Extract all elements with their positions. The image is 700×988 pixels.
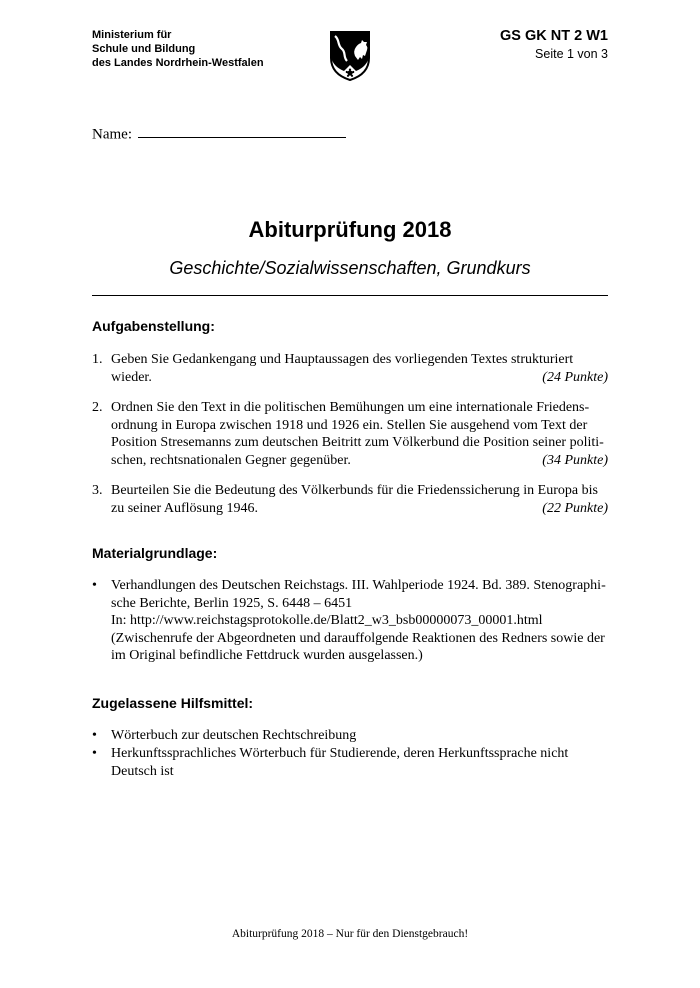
- name-label: Name:: [92, 126, 132, 143]
- material-item: [92, 577, 608, 665]
- bullet-icon: •: [92, 578, 97, 594]
- task-text: [111, 351, 608, 386]
- nrw-coat-of-arms-icon: [329, 30, 371, 82]
- name-blank-line: [138, 124, 346, 138]
- task-text-content: Geben Sie Gedankengang und Hauptaussagen des vorliegenden Textes strukturiert wieder.: [111, 352, 574, 385]
- bullet-icon: •: [92, 727, 97, 743]
- document-code: GS GK NT 2 W1: [500, 28, 608, 44]
- ministry-line-1: Ministerium für: [92, 29, 172, 41]
- task-points: (22 Punkte): [542, 500, 608, 516]
- material-item-text: [111, 577, 608, 665]
- name-row: [92, 124, 608, 143]
- task-text: [111, 482, 608, 517]
- material-source-line: Verhandlungen des Deutschen Reichstags. III. Wahlperiode 1924. Bd. 389. Stenographische Berichte, Berlin 1925, S. 6448 – 6451: [111, 578, 606, 611]
- heading-hilfsmittel: Zugelassene Hilfsmittel:: [92, 694, 254, 711]
- ministry-line-3: des Landes Nordrhein-Westfalen: [92, 57, 264, 69]
- exam-title: Abiturprüfung 2018: [248, 217, 452, 243]
- task-item-1: [92, 351, 608, 386]
- task-points: (34 Punkte): [542, 452, 608, 468]
- page-header: [92, 28, 608, 82]
- header-codes: [436, 28, 608, 61]
- material-note-line: (Zwischenrufe der Abgeordneten und darauffolgende Reaktionen des Redners sowie der im Original befindliche Fettdruck wurden ausgelassen.): [111, 630, 605, 664]
- hilfsmittel-item-1: [92, 727, 608, 745]
- coat-of-arms-container: [264, 30, 436, 82]
- task-points: (24 Punkte): [542, 369, 608, 385]
- task-item-2: [92, 399, 608, 469]
- task-text-content: Ordnen Sie den Text in die politischen Bemühungen um eine internationale Friedensordnung in Europa zwischen 1918 und 1926 ein. Stellen Sie ausgehend vom Text der Position Stresemanns zum deutschen Beitritt zum Völkerbund die Position seiner politischen, rechtsnationalen Gegner gegenüber.: [111, 400, 604, 468]
- divider-rule: [92, 295, 608, 296]
- material-url-line: In: http://www.reichstagsprotokolle.de/Blatt2_w3_bsb00000073_00001.html: [111, 613, 543, 629]
- ministry-name: [92, 28, 264, 70]
- bullet-icon: •: [92, 746, 97, 762]
- heading-materialgrundlage: Materialgrundlage:: [92, 545, 218, 562]
- footer-note: Abiturprüfung 2018 – Nur für den Dienstgebrauch!: [231, 928, 469, 940]
- hilfsmittel-list: [92, 727, 608, 781]
- material-list: [92, 577, 608, 665]
- task-text: [111, 399, 608, 469]
- task-number: 1.: [92, 352, 103, 368]
- hilfsmittel-item-text: Wörterbuch zur deutschen Rechtschreibung: [111, 727, 357, 743]
- task-item-3: [92, 482, 608, 517]
- task-number: 3.: [92, 483, 103, 499]
- task-list: [92, 351, 608, 517]
- ministry-line-2: Schule und Bildung: [92, 43, 196, 55]
- hilfsmittel-item-2: [92, 745, 608, 780]
- task-number: 2.: [92, 400, 103, 416]
- task-text-content: Beurteilen Sie die Bedeutung des Völkerbunds für die Friedenssicherung in Europa bis zu seiner Auflösung 1946.: [111, 483, 598, 516]
- page-number: Seite 1 von 3: [535, 47, 608, 61]
- heading-aufgabenstellung: Aufgabenstellung:: [92, 318, 215, 335]
- hilfsmittel-item-text: Herkunftssprachliches Wörterbuch für Studierende, deren Herkunftssprache nicht Deutsch ist: [111, 746, 569, 779]
- exam-subtitle: Geschichte/Sozialwissenschaften, Grundkurs: [169, 258, 531, 279]
